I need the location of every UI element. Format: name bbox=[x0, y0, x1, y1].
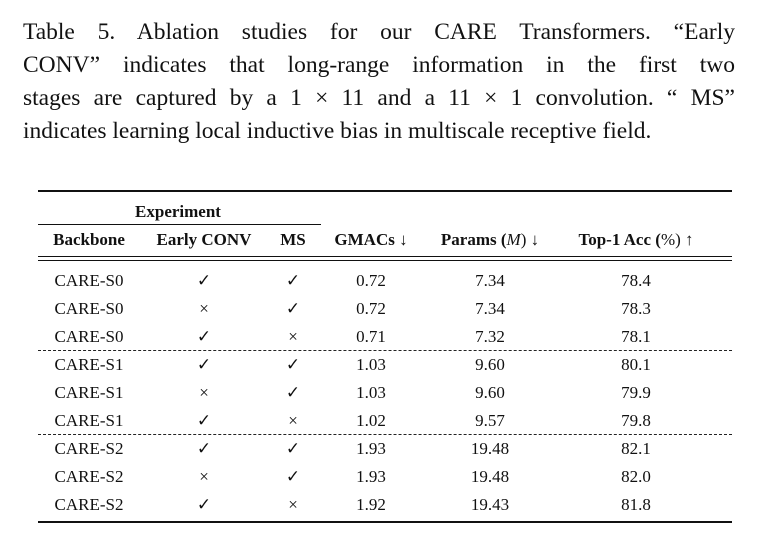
cell-gmacs: 1.02 bbox=[356, 411, 386, 430]
header-early-conv: Early CONV bbox=[156, 230, 252, 249]
cell-backbone: CARE-S2 bbox=[54, 439, 124, 458]
cell-ms: ✓ bbox=[285, 383, 301, 402]
cell-top1-acc: 78.3 bbox=[621, 299, 651, 318]
cell-backbone: CARE-S0 bbox=[54, 299, 124, 318]
header-top1-acc: Top-1 Acc (%) ↑ bbox=[578, 230, 694, 249]
cell-top1-acc: 78.1 bbox=[621, 327, 651, 346]
cell-top1-acc: 81.8 bbox=[621, 495, 651, 514]
caption-line: CONV” indicates that long-range information in the first two bbox=[23, 52, 735, 78]
cell-top1-acc: 80.1 bbox=[621, 355, 651, 374]
cell-ms: ✓ bbox=[285, 439, 301, 458]
cell-early-conv: ✓ bbox=[196, 271, 212, 290]
table-caption bbox=[23, 16, 735, 148]
cell-gmacs: 0.72 bbox=[356, 271, 386, 290]
cell-params: 7.34 bbox=[475, 299, 505, 318]
cell-ms: ✓ bbox=[285, 271, 301, 290]
cell-params: 7.32 bbox=[475, 327, 505, 346]
cell-gmacs: 1.03 bbox=[356, 383, 386, 402]
cell-params: 19.48 bbox=[470, 467, 510, 486]
caption-line: indicates learning local inductive bias in multiscale receptive field. bbox=[23, 118, 652, 144]
ablation-table bbox=[38, 190, 732, 524]
cell-backbone: CARE-S0 bbox=[54, 271, 124, 290]
cell-early-conv: ✓ bbox=[196, 355, 212, 374]
cell-params: 19.43 bbox=[470, 495, 510, 514]
cell-ms: × bbox=[288, 327, 298, 346]
cell-backbone: CARE-S2 bbox=[54, 495, 124, 514]
header-experiment: Experiment bbox=[135, 202, 221, 221]
cell-ms: ✓ bbox=[285, 355, 301, 374]
cell-backbone: CARE-S1 bbox=[54, 411, 124, 430]
group-separator bbox=[38, 434, 732, 435]
header-params: Params (M) ↓ bbox=[440, 230, 540, 249]
cell-backbone: CARE-S0 bbox=[54, 327, 124, 346]
header-ms: MS bbox=[280, 230, 306, 249]
group-separator bbox=[38, 350, 732, 351]
caption-line: stages are captured by a 1 × 11 and a 11 × 1 convolution. “ MS” bbox=[23, 85, 735, 111]
header-double-rule-2 bbox=[38, 260, 732, 261]
cell-top1-acc: 82.0 bbox=[621, 467, 651, 486]
cell-params: 19.48 bbox=[470, 439, 510, 458]
cell-backbone: CARE-S2 bbox=[54, 467, 124, 486]
cell-params: 9.60 bbox=[475, 355, 505, 374]
caption-line: Table 5. Ablation studies for our CARE Transformers. “Early bbox=[23, 19, 735, 45]
cell-gmacs: 0.72 bbox=[356, 299, 386, 318]
cell-early-conv: × bbox=[199, 467, 209, 486]
cell-early-conv: ✓ bbox=[196, 439, 212, 458]
cell-early-conv: ✓ bbox=[196, 411, 212, 430]
experiment-underline bbox=[38, 224, 321, 225]
header-backbone: Backbone bbox=[53, 230, 125, 249]
cell-ms: × bbox=[288, 411, 298, 430]
header-double-rule-1 bbox=[38, 256, 732, 257]
cell-params: 7.34 bbox=[475, 271, 505, 290]
cell-gmacs: 1.92 bbox=[356, 495, 386, 514]
cell-gmacs: 0.71 bbox=[356, 327, 386, 346]
cell-top1-acc: 79.8 bbox=[621, 411, 651, 430]
cell-gmacs: 1.93 bbox=[356, 439, 386, 458]
cell-early-conv: ✓ bbox=[196, 495, 212, 514]
cell-early-conv: ✓ bbox=[196, 327, 212, 346]
cell-params: 9.57 bbox=[475, 411, 505, 430]
cell-backbone: CARE-S1 bbox=[54, 383, 124, 402]
cell-gmacs: 1.03 bbox=[356, 355, 386, 374]
bottom-rule bbox=[38, 521, 732, 523]
cell-gmacs: 1.93 bbox=[356, 467, 386, 486]
cell-ms: × bbox=[288, 495, 298, 514]
cell-params: 9.60 bbox=[475, 383, 505, 402]
cell-ms: ✓ bbox=[285, 467, 301, 486]
cell-ms: ✓ bbox=[285, 299, 301, 318]
cell-early-conv: × bbox=[199, 383, 209, 402]
cell-early-conv: × bbox=[199, 299, 209, 318]
cell-top1-acc: 78.4 bbox=[621, 271, 651, 290]
header-gmacs: GMACs ↓ bbox=[334, 230, 408, 249]
cell-top1-acc: 79.9 bbox=[621, 383, 651, 402]
cell-backbone: CARE-S1 bbox=[54, 355, 124, 374]
top-rule bbox=[38, 190, 732, 192]
cell-top1-acc: 82.1 bbox=[621, 439, 651, 458]
